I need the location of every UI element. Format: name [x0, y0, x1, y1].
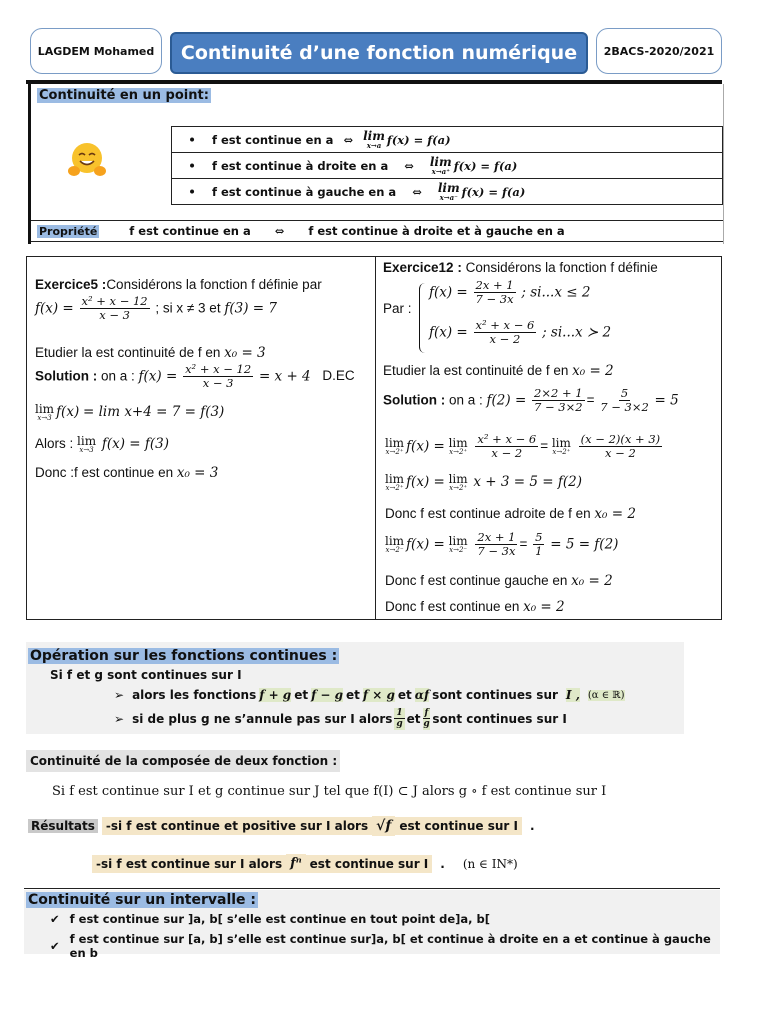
def-row-continuity: • f est continue en a ⇔ lim x→a f(x) = f(a)	[172, 127, 722, 153]
point-section	[28, 84, 724, 244]
operations-section	[26, 642, 684, 734]
composition-text: Si f est continue sur I et g continue sur J tel que f(I) ⊂ J alors g ∘ f est continue sur I	[52, 784, 607, 799]
interval-divider	[24, 888, 720, 889]
interval-section	[24, 890, 720, 960]
operations-line2: ➢ alors les fonctions f + g et f − g et f × g et αf sont continues sur I , (α ∈ ℝ)	[114, 688, 625, 702]
propriete-label: Propriété	[39, 224, 98, 238]
author-tab	[30, 28, 162, 74]
def-row-right: • f est continue à droite en a ⇔ lim x→a⁺ f(x) = f(a)	[172, 153, 722, 179]
resultats-label: Résultats	[28, 819, 98, 833]
arrow-bullet-icon: ➢	[114, 711, 125, 726]
interval-item2: ✔ f est continue sur [a, b] s’elle est continue sur]a, b[ et continue à droite en a et continue à gauche en b	[50, 932, 711, 960]
checkmark-icon: ✔	[50, 912, 60, 926]
year-tab	[596, 28, 722, 74]
operations-line3: ➢ si de plus g ne s’annule pas sur I alors $\frac{1}{g}$ et $\frac{f}{g}$ sont continues sur I	[114, 708, 567, 730]
interval-heading: Continuité sur un intervalle :	[28, 892, 257, 908]
propriete-row: Propriété f est continue en a ⇔ f est continue à droite et à gauche en a	[31, 220, 723, 242]
bullet-icon: •	[188, 158, 196, 173]
bullet-icon: •	[188, 184, 196, 199]
school-year: 2BACS-2020/2021	[603, 44, 715, 58]
piecewise-brace	[419, 283, 428, 353]
def-row-left: • f est continue à gauche en a ⇔ lim x→a⁻ f(x) = f(a)	[172, 179, 722, 204]
resultats-line2: -si f est continue sur I alors fⁿ est continue sur I . (n ∈ IN*)	[92, 854, 518, 873]
operations-line1: Si f et g sont continues sur I	[50, 668, 242, 682]
smiley-hug-icon	[65, 140, 109, 180]
exercises-divider	[375, 257, 376, 619]
operations-heading: Opération sur les fonctions continues :	[30, 648, 338, 664]
point-definitions-table	[171, 126, 723, 205]
author-name: LAGDEM Mohamed	[37, 44, 155, 58]
composition-heading: Continuité de la composée de deux fonction :	[26, 750, 340, 772]
interval-item1: ✔ f est continue sur ]a, b[ s’elle est continue en tout point de]a, b[	[50, 912, 491, 926]
bullet-icon: •	[188, 132, 196, 147]
page-title	[170, 32, 588, 74]
arrow-bullet-icon: ➢	[114, 688, 125, 702]
page-title-text: Continuité d’une fonction numérique	[180, 42, 578, 64]
resultats-line1: Résultats -si f est continue et positive sur I alors √f est continue sur I .	[28, 816, 535, 836]
checkmark-icon: ✔	[50, 939, 60, 953]
exercises-box: Exercice5 :Considérons la fonction f définie par f(x) = $\frac{\text{x² + x − 12}}{x - 3}$ ; si x ≠ 3 et f(3) = 7 Etudier la est continuité de f en x₀ = 3 Solution : on a : f(x) = $\frac{\text{x² + x − 12}}{x - 3}$ = x + 4 D.EC lim x→3 f(x) = lim x+4 = 7 = f(3) Alors : lim x→3 f(x) = f(3) Donc :f est continue en x₀ = 3 Exercice12 : Considérons la fonction f définie Par : f(x) = $\frac{2x + 1}{7 - 3x}$ ; si...x ≤ 2 f(x) = $\frac{\text{x² + x − 6}}{x - 2}$ ; si...x ≻ 2 Etudier la est continuité de f en x₀ = 2 Solution : on a : f(2) = $\frac{2\times 2 + 1}{7 - 3\times 2}$ = $\frac{5}{7 - 3\times 2}$ = 5 lim x→2⁺ f(x) = lim x→2⁺ $\frac{\text{x² + x − 6}}{x - 2}$ = lim x→2⁺ $\frac{(x - 2)(x + 3)}{x - 2}$ lim x→2⁺ f(x) = lim x→2⁺ x + 3 = 5 = f(2) Donc f est continue adroite de f en x₀ = 2 lim x→2⁻ f(x) = lim x→2⁻ $\frac{2x + 1}{7 - 3x}$ = $\frac{5}{1}$ = 5 = f(2) Donc f est continue gauche en x₀ = 2 Donc f est continue en x₀ = 2	[26, 256, 722, 620]
point-heading: Continuité en un point:	[39, 88, 209, 103]
